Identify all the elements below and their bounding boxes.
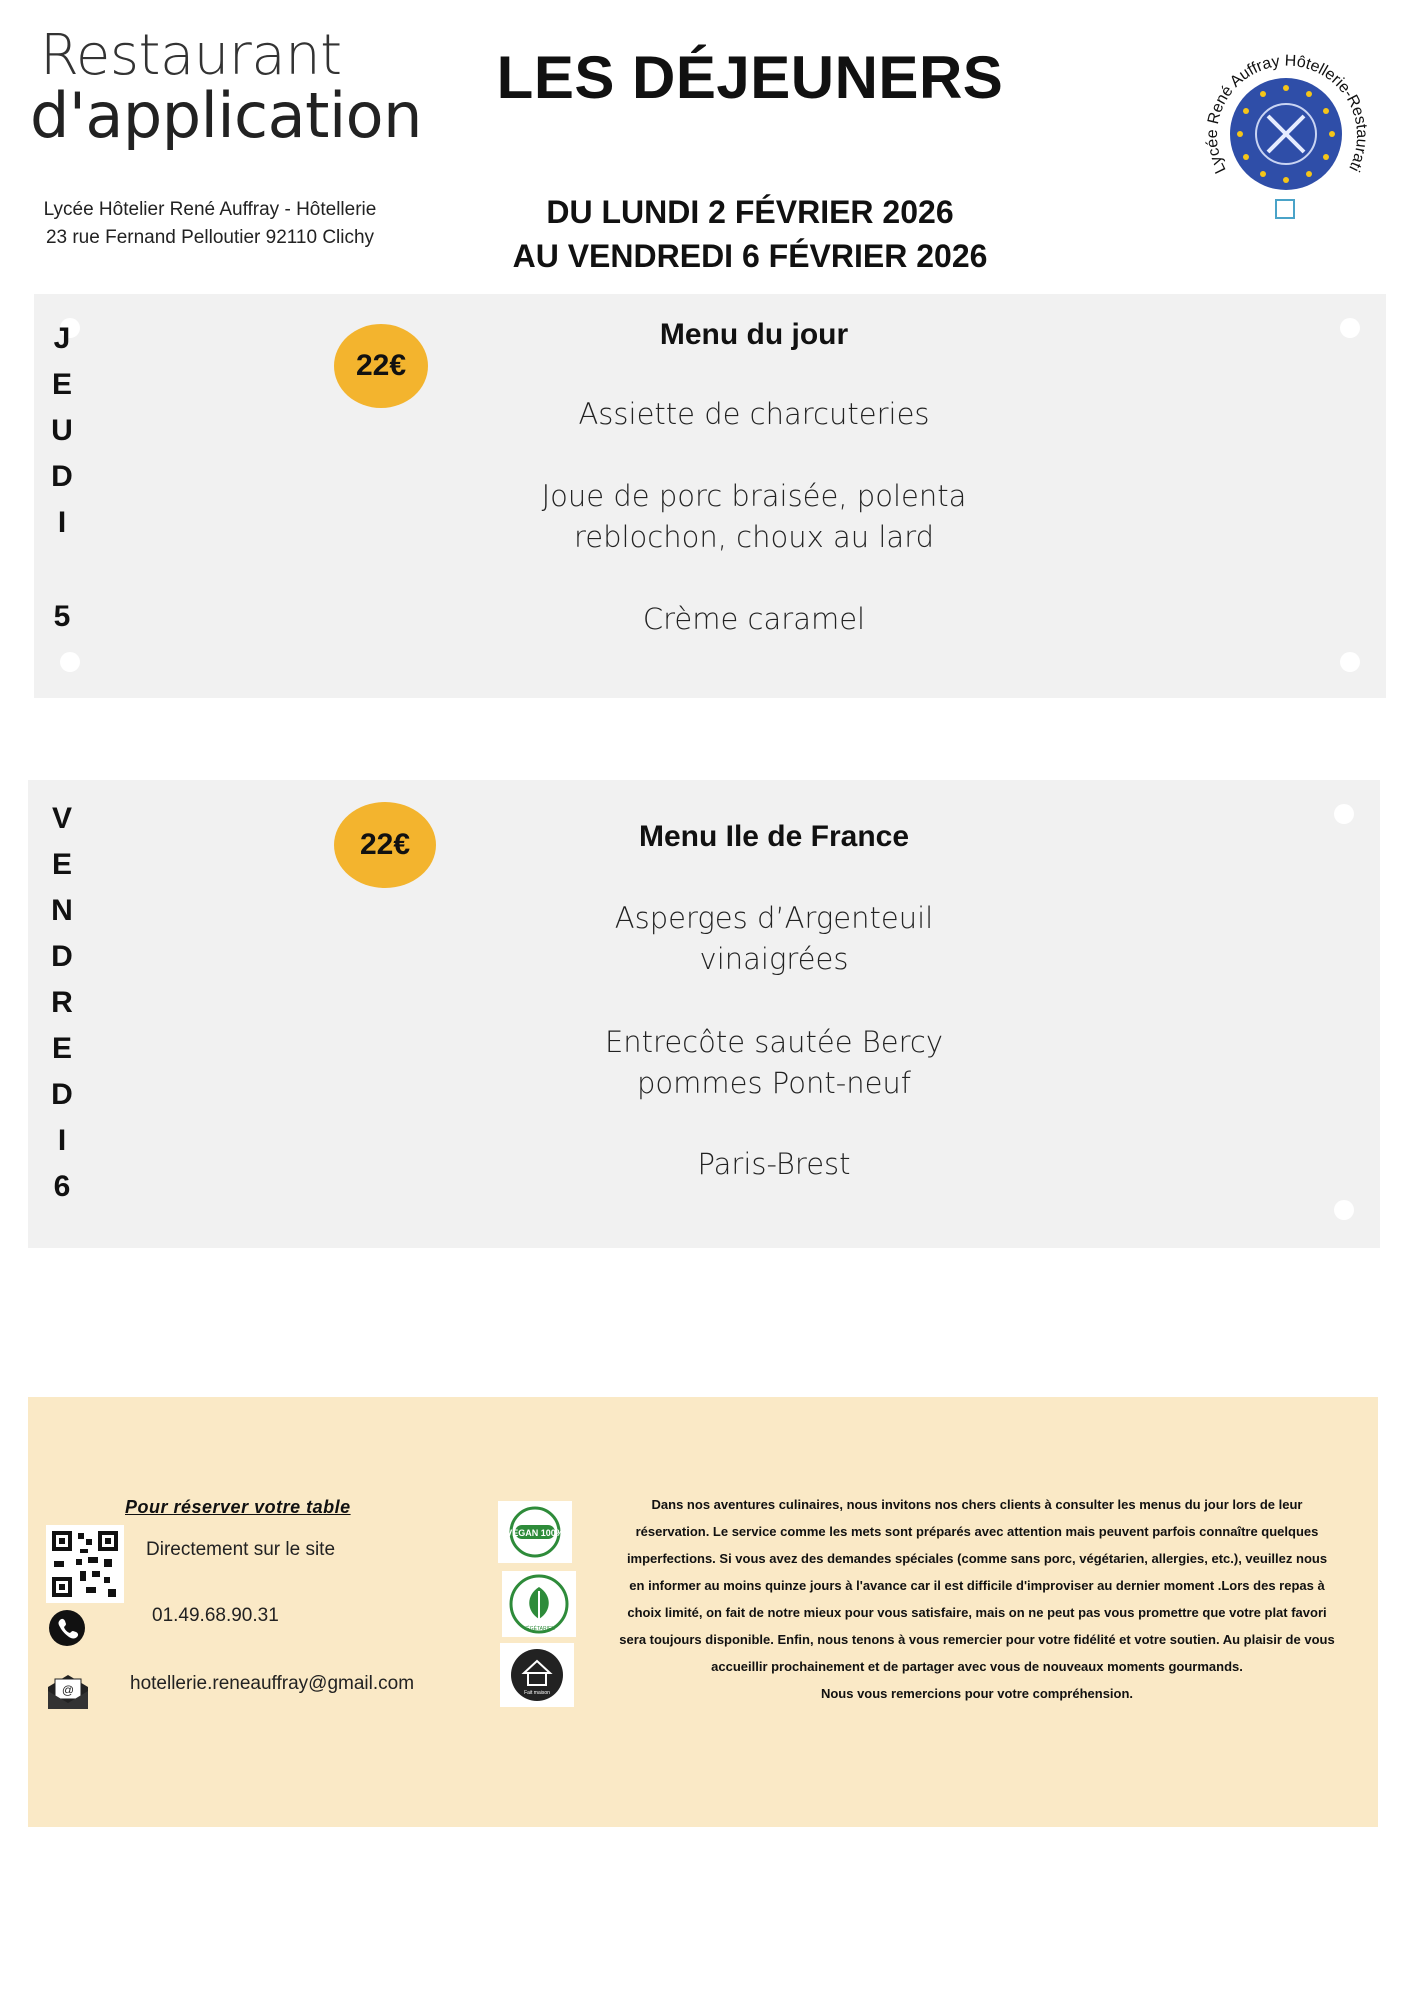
website-text: Directement sur le site bbox=[146, 1539, 336, 1560]
vegetarian-badge bbox=[502, 1571, 576, 1637]
day-letter: D bbox=[51, 940, 73, 973]
page-title: LES DÉJEUNERS bbox=[496, 44, 1004, 111]
day-letter: I bbox=[57, 506, 67, 539]
day-letter: D bbox=[51, 1078, 73, 1111]
notice-line: imperfections. Si vous avez des demandes spéciales (comme sans porc, végétarien, allergies, etc.), veuillez nous bbox=[626, 1551, 1328, 1566]
notice-line: accueillir prochainement et de partager avec vous de nouveaux moments gourmands. bbox=[711, 1659, 1243, 1674]
day-label-thursday bbox=[42, 316, 82, 640]
vegetarian-badge-text: VÉGÉTARIEN bbox=[523, 1626, 555, 1632]
menu-card-friday bbox=[28, 780, 1380, 1248]
menu-title: Menu du jour bbox=[659, 318, 849, 351]
menu-card-thursday bbox=[34, 294, 1386, 698]
reserve-title: Pour réserver votre table bbox=[125, 1497, 351, 1517]
price-badge: 22€ bbox=[334, 802, 436, 888]
notice-text bbox=[576, 1491, 1378, 1707]
notice-line: réservation. Le service comme les mets sont préparés avec attention mais peuvent parfois connaître quelques bbox=[635, 1524, 1319, 1539]
day-letter: J bbox=[53, 322, 71, 355]
phone-number[interactable]: 01.49.68.90.31 bbox=[152, 1605, 279, 1626]
dish-main-line-1: Entrecôte sautée Bercy bbox=[604, 1025, 944, 1059]
dish-starter-line-1: Asperges d’Argenteuil bbox=[614, 901, 934, 935]
footer-info bbox=[28, 1397, 1378, 1827]
address-line-2: 23 rue Fernand Pelloutier 92110 Clichy bbox=[45, 227, 375, 248]
day-letter: I bbox=[57, 1124, 67, 1157]
dish-dessert: Crème caramel bbox=[642, 602, 866, 636]
logo-text: Lycée René Auffray Hôtellerie-Restaurati bbox=[1203, 52, 1371, 176]
notice-line: sera toujours disponible. Enfin, nous tenons à vous remercier pour votre fidélité et votre soutien. Au plaisir de vous bbox=[619, 1632, 1335, 1647]
notice-line: en informer au moins quinze jours à l'avance car il est difficile d'improviser au dernier moment .Lors des repas à bbox=[629, 1578, 1325, 1593]
email-address[interactable]: hotellerie.reneauffray@gmail.com bbox=[130, 1673, 415, 1694]
dish-dessert: Paris-Brest bbox=[697, 1147, 851, 1181]
menu-title: Menu Ile de France bbox=[638, 820, 910, 853]
dish-main-line-2: reblochon, choux au lard bbox=[573, 520, 935, 554]
dish-starter-line-2: vinaigrées bbox=[699, 942, 849, 976]
vegan-badge-text: VEGAN 100% bbox=[506, 1528, 564, 1538]
date-line-2: AU VENDREDI 6 FÉVRIER 2026 bbox=[512, 238, 988, 274]
dish-main-line-1: Joue de porc braisée, polenta bbox=[541, 479, 967, 513]
day-letter bbox=[42, 546, 82, 594]
qr-code[interactable] bbox=[46, 1525, 124, 1603]
day-letter: E bbox=[51, 368, 72, 401]
day-letter: E bbox=[51, 848, 72, 881]
homemade-badge-text: Fait maison bbox=[524, 1690, 550, 1696]
day-letter: V bbox=[51, 802, 72, 835]
address-line-1: Lycée Hôtelier René Auffray - Hôtellerie bbox=[43, 199, 377, 220]
notice-line: choix limité, on fait de notre mieux pour vous satisfaire, mais on ne peut pas vous promettre que votre plat favori bbox=[627, 1605, 1327, 1620]
date-line-1: DU LUNDI 2 FÉVRIER 2026 bbox=[546, 194, 954, 230]
day-letter: D bbox=[51, 460, 73, 493]
day-letter: E bbox=[51, 1032, 72, 1065]
dish-main-line-2: pommes Pont-neuf bbox=[636, 1066, 912, 1100]
day-letter: R bbox=[51, 986, 73, 1019]
email-icon bbox=[46, 1671, 90, 1711]
day-label-friday bbox=[42, 796, 82, 1210]
day-letter: U bbox=[51, 414, 73, 447]
day-number: 6 bbox=[53, 1170, 71, 1203]
school-logo bbox=[1188, 30, 1384, 226]
homemade-badge bbox=[500, 1643, 574, 1707]
date-range bbox=[460, 190, 1040, 278]
day-number: 5 bbox=[53, 600, 71, 633]
notice-line: Nous vous remercions pour votre compréhension. bbox=[820, 1686, 1134, 1701]
vegan-badge bbox=[498, 1501, 572, 1563]
address bbox=[30, 196, 390, 252]
phone-icon bbox=[48, 1609, 86, 1647]
brand-line-2: d'application bbox=[30, 79, 422, 152]
notice-line: Dans nos aventures culinaires, nous invitons nos chers clients à consulter les menus du jour lors de leur bbox=[651, 1497, 1303, 1512]
day-letter: N bbox=[51, 894, 73, 927]
svg-text:@: @ bbox=[61, 1683, 75, 1697]
brand-line-1: Restaurant bbox=[40, 23, 342, 88]
dish-starter: Assiette de charcuteries bbox=[578, 397, 930, 431]
price-badge: 22€ bbox=[334, 324, 428, 408]
